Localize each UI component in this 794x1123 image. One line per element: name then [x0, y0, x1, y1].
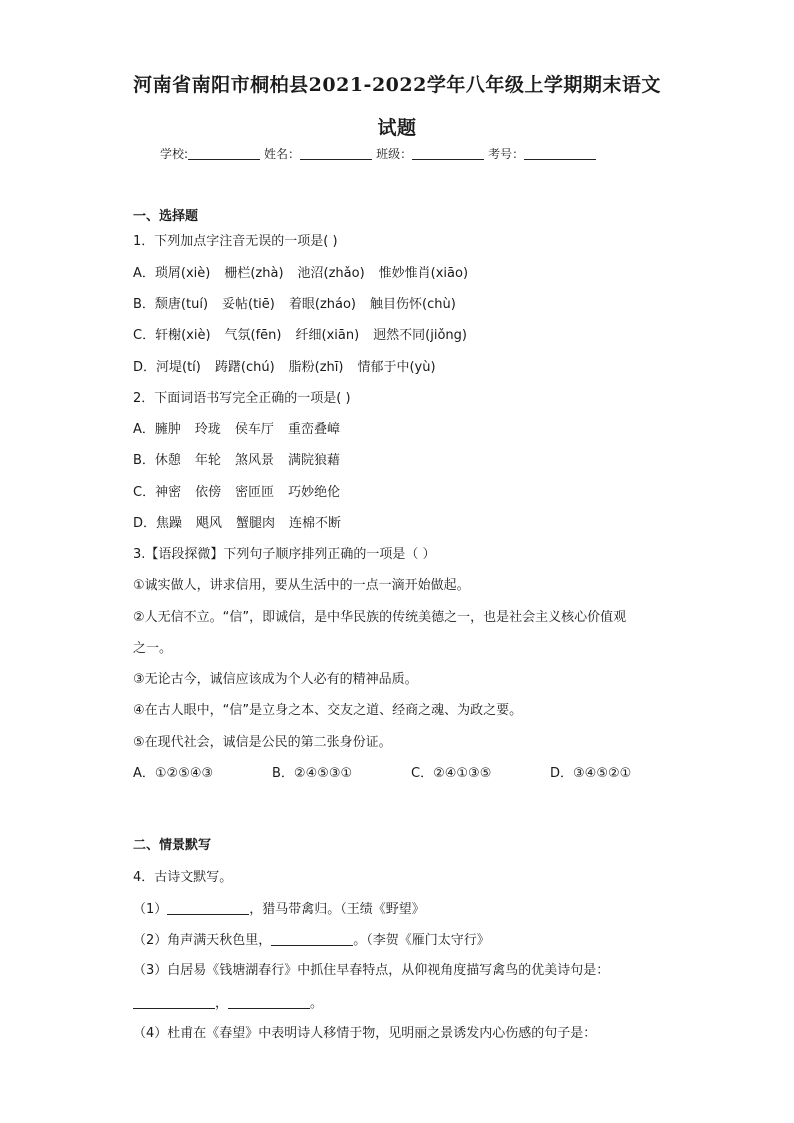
q2-c-4: 巧妙绝伦 [288, 485, 341, 500]
q1-option-a[interactable] [133, 266, 482, 282]
q4-p3-blank2[interactable] [228, 995, 310, 1009]
q3-option-b[interactable]: B．②④⑤③① [272, 766, 353, 781]
q4-p2-suffix: 。（李贺《雁门太守行》 [353, 933, 490, 948]
q2-option-c[interactable] [133, 485, 354, 501]
q4-part4: （4）杜甫在《春望》中表明诗人移情于物，见明丽之景诱发内心伤感的句子是： [133, 1026, 597, 1041]
q2-a-2: 玲珑 [194, 422, 221, 437]
q1-b-3: 着眼(zháo) [288, 297, 357, 312]
q1-a-4: 惟妙惟肖(xiāo) [378, 266, 469, 281]
q2-a-3: 侯车厅 [234, 422, 274, 437]
q1-option-c[interactable] [133, 328, 481, 344]
q1-d-3: 脂粉(zhī) [288, 360, 344, 375]
q1-b-1: B．颓唐(tuí) [133, 297, 209, 312]
name-label: 姓名： [264, 147, 301, 161]
q2-d-4: 连棉不断 [289, 516, 342, 531]
q4-part2 [133, 932, 490, 949]
q1-c-1: C．轩榭(xiè) [133, 328, 211, 343]
q2-b-2: 年轮 [194, 453, 221, 468]
exam-number-blank[interactable] [524, 147, 596, 160]
exam-number-label: 考号： [488, 147, 525, 161]
q1-stem: 1．下列加点字注音无误的一项是( ) [133, 234, 338, 249]
q1-d-2: 踌躇(chú) [214, 360, 275, 375]
section2-heading: 二、情景默写 [133, 838, 212, 853]
section1-heading: 一、选择题 [133, 209, 199, 224]
q1-c-2: 气氛(fēn) [224, 328, 282, 343]
name-blank[interactable] [300, 147, 372, 160]
q4-p3-sep: ， [215, 996, 229, 1011]
q1-b-4: 触目伤怀(chù) [370, 297, 456, 312]
q3-sentence-3: ③无论古今，诚信应该成为个人必有的精神品质。 [133, 672, 418, 687]
q3-sentence-1: ①诚实做人，讲求信用，要从生活中的一点一滴开始做起。 [133, 578, 470, 593]
q1-a-3: 池沼(zhǎo) [297, 266, 365, 281]
q2-stem: 2．下面词语书写完全正确的一项是( ) [133, 391, 351, 406]
q1-option-d[interactable] [133, 360, 450, 376]
q4-p3-blank1[interactable] [133, 995, 215, 1009]
q3-option-a[interactable]: A．①②⑤④③ [133, 766, 214, 781]
q3-options [133, 766, 631, 782]
q3-sentence-2b: 之一。 [133, 641, 173, 656]
school-label: 学校: [160, 147, 189, 161]
q2-b-4: 满院狼藉 [287, 453, 340, 468]
q1-a-2: 栅栏(zhà) [224, 266, 284, 281]
q2-d-1: D．焦躁 [133, 516, 183, 531]
q1-option-b[interactable] [133, 297, 470, 313]
exam-title-line2: 试题 [377, 117, 417, 139]
q4-p2-blank[interactable] [271, 932, 353, 946]
q2-d-2: 飓风 [196, 516, 223, 531]
q3-sentence-2a: ②人无信不立。“信”，即诚信，是中华民族的传统美德之一，也是社会主义核心价值观 [133, 610, 627, 625]
q2-option-d[interactable] [133, 516, 355, 532]
q3-option-d[interactable]: D．③④⑤②① [550, 766, 632, 781]
school-blank[interactable] [188, 147, 260, 160]
q1-d-4: 情郁于中(yù) [357, 360, 436, 375]
q2-b-1: B．休憩 [133, 453, 181, 468]
class-blank[interactable] [412, 147, 484, 160]
q4-part3: （3）白居易《钱塘湖春行》中抓住早春特点，从仰视角度描写禽鸟的优美诗句是： [133, 963, 610, 978]
q4-stem: 4．古诗文默写。 [133, 870, 233, 885]
exam-title-line1: 河南省南阳市桐柏县2021-2022学年八年级上学期期末语文 [133, 74, 661, 96]
q3-sentence-4: ④在古人眼中，“信”是立身之本、交友之道、经商之魂、为政之要。 [133, 703, 523, 718]
q1-c-3: 纤细(xiān) [295, 328, 360, 343]
q4-part3-answers [133, 995, 323, 1012]
q3-stem: 3.【语段探微】下列句子顺序排列正确的一项是（ ） [133, 547, 436, 562]
q4-p2-prefix: （2）角声满天秋色里， [133, 933, 272, 948]
q2-c-2: 依傍 [195, 485, 222, 500]
q2-d-3: 蟹腿肉 [236, 516, 276, 531]
q2-a-4: 重峦叠嶂 [287, 422, 340, 437]
q2-option-a[interactable] [133, 422, 354, 438]
q3-sentence-5: ⑤在现代社会，诚信是公民的第二张身份证。 [133, 735, 392, 750]
q1-c-4: 迥然不同(jiǒng) [373, 328, 467, 343]
q4-p1-prefix: （1） [133, 902, 168, 917]
student-info-row [160, 145, 640, 162]
q2-c-3: 密匝匝 [235, 485, 275, 500]
q4-p3-end: 。 [310, 996, 324, 1011]
q4-p1-suffix: ，猎马带禽归。（王绩《野望》 [249, 902, 425, 917]
class-label: 班级： [376, 147, 413, 161]
q1-b-2: 妥帖(tiē) [222, 297, 275, 312]
q4-p1-blank[interactable] [167, 901, 249, 915]
q2-b-3: 煞风景 [234, 453, 274, 468]
q4-part1 [133, 901, 425, 918]
q3-option-c[interactable]: C．②④①③⑤ [411, 766, 492, 781]
q2-c-1: C．神密 [133, 485, 182, 500]
q2-option-b[interactable] [133, 453, 354, 469]
q2-a-1: A．臃肿 [133, 422, 181, 437]
q1-d-1: D．河堤(tí) [133, 360, 201, 375]
q1-a-1: A．琐屑(xiè) [133, 266, 211, 281]
